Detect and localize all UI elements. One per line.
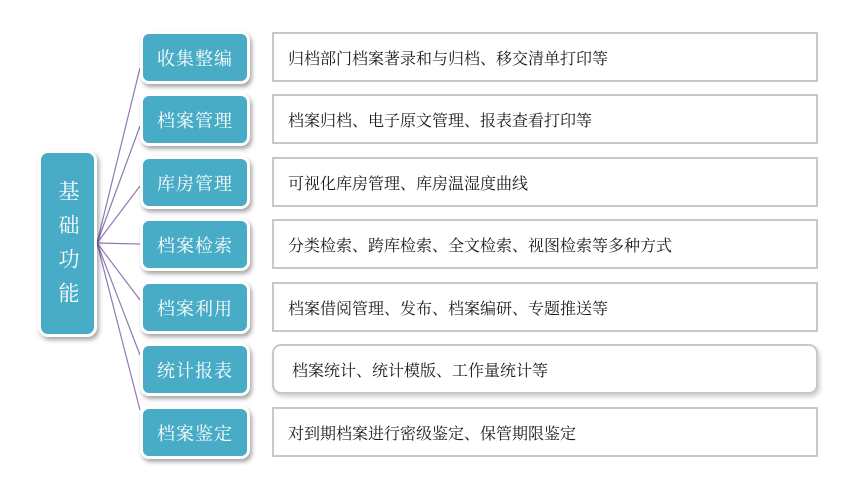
branch-row <box>0 406 864 459</box>
branch-description-box <box>272 32 818 82</box>
branch-node-label: 档案鉴定 <box>157 423 233 444</box>
branch-row <box>0 31 864 84</box>
root-node-label: 基础功能 <box>56 179 79 316</box>
branch-node-label: 档案检索 <box>157 235 233 256</box>
branch-description-text: 对到期档案进行密级鉴定、保管期限鉴定 <box>288 425 577 443</box>
branch-node-label: 收集整编 <box>157 48 233 69</box>
branch-row <box>0 218 864 271</box>
branch-row <box>0 281 864 334</box>
branch-description-box <box>272 219 818 269</box>
branch-node-archive-appraisal <box>140 406 250 459</box>
branch-description-text: 档案借阅管理、发布、档案编研、专题推送等 <box>288 300 609 318</box>
branch-node-label: 档案管理 <box>157 110 233 131</box>
branch-node-warehouse-management <box>140 156 250 209</box>
branch-description-box <box>272 157 818 207</box>
branch-node-label: 档案利用 <box>157 298 233 319</box>
branch-node-label: 库房管理 <box>157 173 233 194</box>
branch-description-text: 档案统计、统计模版、工作量统计等 <box>292 362 549 380</box>
branch-node-collection <box>140 31 250 84</box>
branch-node-archive-search <box>140 218 250 271</box>
branch-node-label: 统计报表 <box>157 360 233 381</box>
branch-node-statistics-report <box>140 343 250 396</box>
branch-description-text: 归档部门档案著录和与归档、移交清单打印等 <box>288 50 609 68</box>
branch-node-archive-usage <box>140 281 250 334</box>
branch-row <box>0 93 864 146</box>
branch-description-text: 分类检索、跨库检索、全文检索、视图检索等多种方式 <box>288 237 673 255</box>
branch-row <box>0 343 864 396</box>
branch-description-box <box>272 94 818 144</box>
branch-description-text: 可视化库房管理、库房温湿度曲线 <box>288 175 529 193</box>
branch-node-archive-management <box>140 93 250 146</box>
branch-description-text: 档案归档、电子原文管理、报表查看打印等 <box>288 112 593 130</box>
branch-description-box <box>272 282 818 332</box>
branch-row <box>0 156 864 209</box>
branch-description-box <box>272 407 818 457</box>
branch-description-box <box>272 344 818 394</box>
